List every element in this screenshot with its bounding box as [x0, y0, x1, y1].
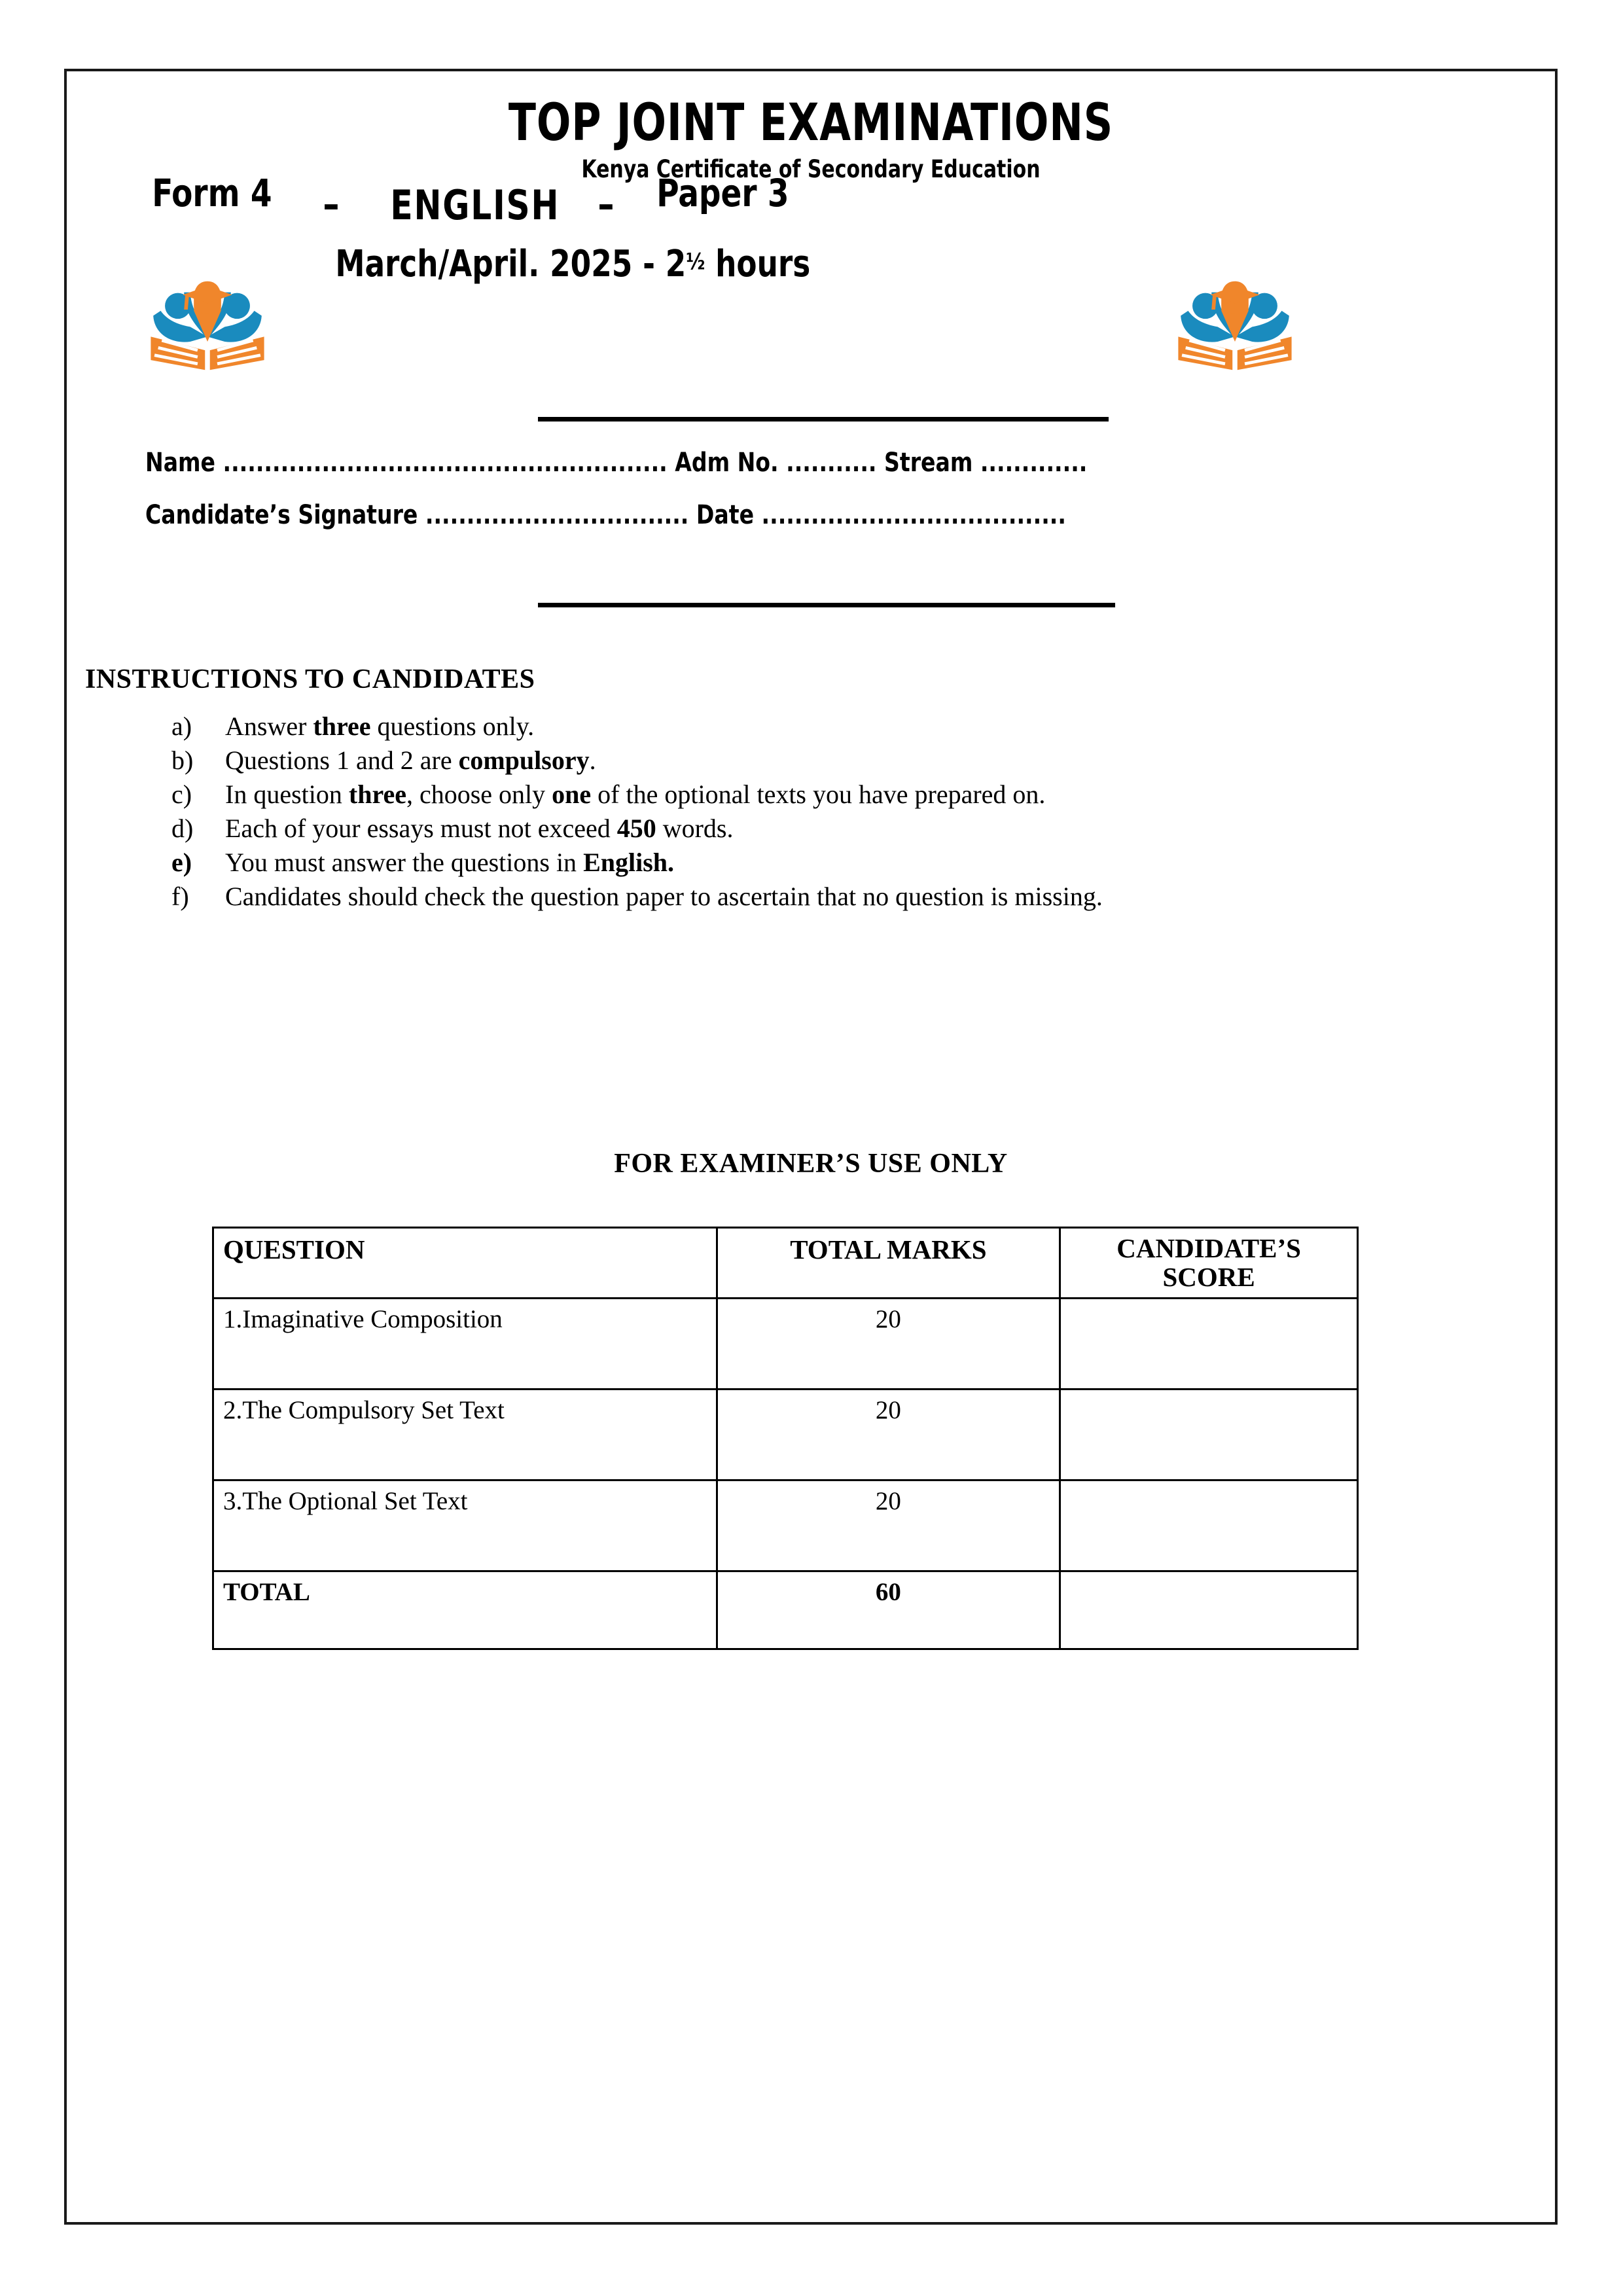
instruction-text: Each of your essays must not exceed 450 words. [225, 814, 734, 843]
instruction-item [171, 812, 1415, 846]
instruction-text: Candidates should check the question paper to ascertain that no question is missing. [225, 882, 1103, 911]
cell-total-marks: 20 [717, 1389, 1060, 1480]
column-header-candidate-score-line1: CANDIDATE’S [1116, 1233, 1301, 1263]
graduate-book-logo [145, 268, 270, 372]
cell-candidate-score[interactable] [1060, 1389, 1358, 1480]
dash-separator-right: – [597, 180, 615, 228]
instructions-list [171, 709, 1415, 914]
exam-header-row [67, 171, 1555, 334]
instruction-marker: a) [171, 711, 192, 741]
table-row [213, 1298, 1358, 1389]
instruction-item [171, 846, 1415, 880]
column-header-candidate-score-line2: SCORE [1162, 1262, 1255, 1293]
instruction-text: In question three, choose only one of the optional texts you have prepared on. [225, 780, 1046, 809]
exam-subtitle: Kenya Certificate of Secondary Education [581, 155, 1041, 183]
cell-question-total: TOTAL [213, 1571, 717, 1649]
table-header-row [213, 1228, 1358, 1299]
exam-title: TOP JOINT EXAMINATIONS [508, 94, 1114, 152]
graduate-book-logo [1173, 268, 1297, 372]
instructions-heading: INSTRUCTIONS TO CANDIDATES [85, 664, 535, 694]
candidate-name-field-line[interactable]: Name ...................................................... Adm No. ........... Stream ............. [145, 448, 1088, 478]
instruction-marker: b) [171, 745, 194, 775]
cell-question: 3.The Optional Set Text [213, 1480, 717, 1571]
examiner-score-table [212, 1227, 1359, 1650]
table-body [213, 1298, 1358, 1649]
instruction-marker: f) [171, 882, 189, 911]
instruction-item [171, 778, 1415, 812]
dash-separator-left: – [323, 180, 340, 228]
cell-total-marks-sum: 60 [717, 1571, 1060, 1649]
cell-total-marks: 20 [717, 1298, 1060, 1389]
cell-candidate-score[interactable] [1060, 1480, 1358, 1571]
page-content [67, 71, 1555, 2222]
table-row [213, 1480, 1358, 1571]
date-suffix: hours [705, 243, 811, 285]
cell-total-marks: 20 [717, 1480, 1060, 1571]
instruction-text: Answer three questions only. [225, 711, 535, 741]
form-label: Form 4 [152, 171, 272, 215]
instruction-text: You must answer the questions in English. [225, 848, 675, 877]
instruction-item [171, 880, 1415, 914]
header-divider-top [538, 417, 1109, 422]
table-total-row [213, 1571, 1358, 1649]
instruction-marker: c) [171, 780, 192, 809]
exam-date-duration [335, 243, 810, 285]
column-header-candidate-score [1060, 1228, 1358, 1299]
date-fraction: ½ [686, 249, 705, 276]
header-divider-bottom [538, 603, 1115, 607]
instruction-marker: d) [171, 814, 194, 843]
cell-candidate-score[interactable] [1060, 1571, 1358, 1649]
cell-candidate-score[interactable] [1060, 1298, 1358, 1389]
instruction-marker: e) [171, 848, 192, 877]
instruction-item [171, 744, 1415, 778]
instruction-text: Questions 1 and 2 are compulsory. [225, 745, 596, 775]
column-header-total-marks: TOTAL MARKS [717, 1228, 1060, 1299]
cell-question: 2.The Compulsory Set Text [213, 1389, 717, 1480]
cell-question: 1.Imaginative Composition [213, 1298, 717, 1389]
instruction-item [171, 709, 1415, 744]
exam-paper-border [64, 69, 1558, 2225]
column-header-question: QUESTION [213, 1228, 717, 1299]
examiner-use-heading: FOR EXAMINER’S USE ONLY [614, 1149, 1008, 1179]
table-row [213, 1389, 1358, 1480]
paper-label: Paper 3 [656, 171, 789, 215]
subject-label: ENGLISH [390, 181, 560, 229]
candidate-signature-field-line[interactable]: Candidate’s Signature ................................ Date ..................................... [145, 500, 1066, 530]
date-prefix: March/April. 2025 - 2 [335, 243, 687, 285]
